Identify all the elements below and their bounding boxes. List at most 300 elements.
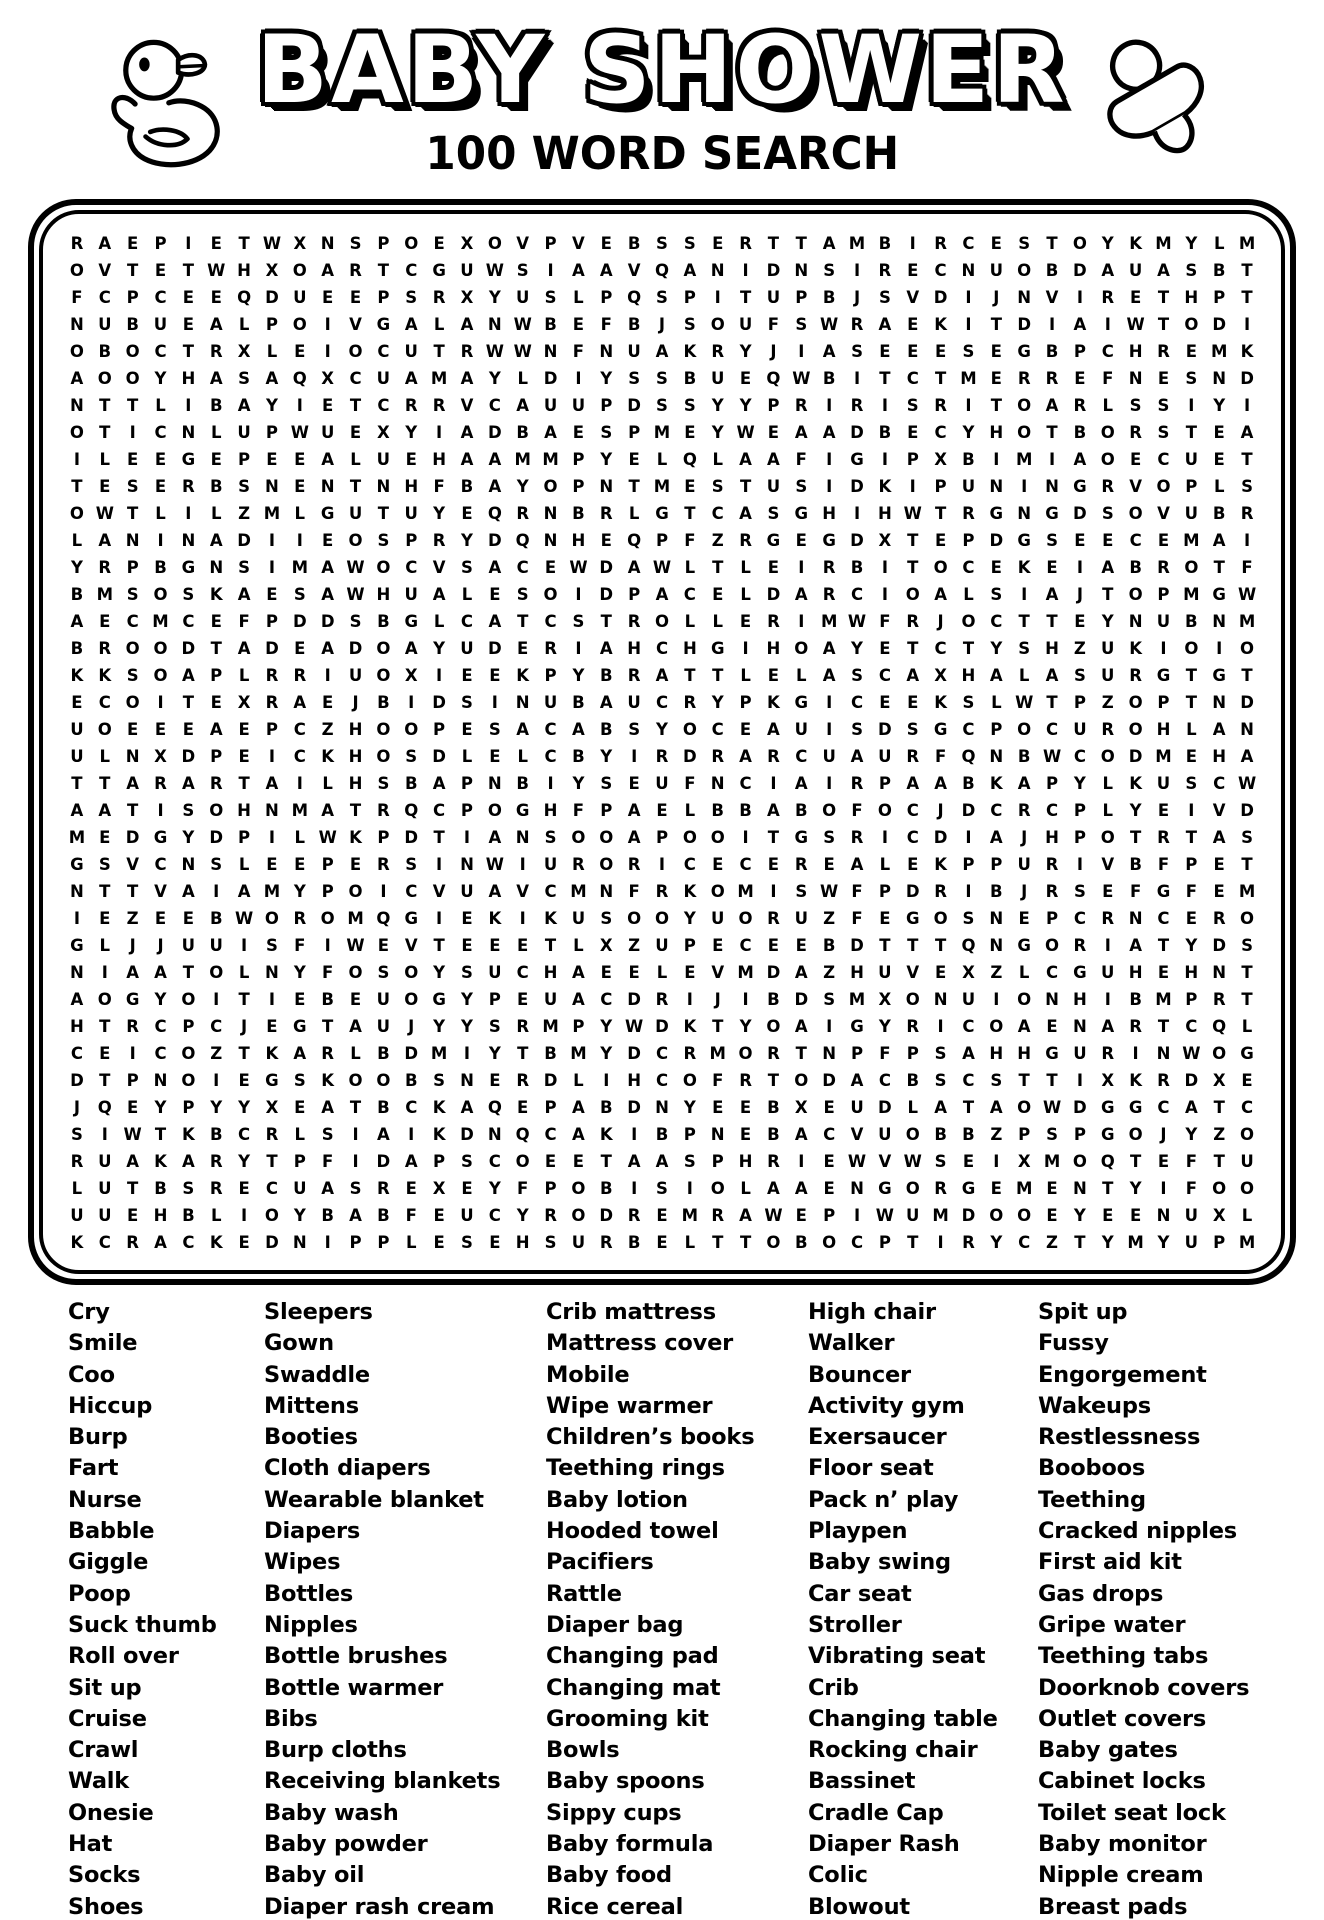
grid-letter: A <box>1157 261 1170 280</box>
grid-letter: O <box>1128 585 1143 604</box>
grid-letter: Q <box>292 369 307 388</box>
grid-letter: E <box>600 531 612 550</box>
grid-letter: B <box>572 693 585 712</box>
grid-letter: E <box>990 234 1002 253</box>
grid-letter: P <box>488 990 501 1009</box>
grid-row <box>63 878 1261 905</box>
grid-letter: M <box>263 504 281 523</box>
grid-letter: C <box>962 558 975 577</box>
grid-letter: I <box>742 639 749 658</box>
grid-letter: Q <box>487 1098 502 1117</box>
grid-letter: P <box>1073 342 1086 361</box>
grid-letter: T <box>907 531 919 550</box>
grid-letter: L <box>71 531 83 550</box>
grid-letter: U <box>1156 612 1171 631</box>
grid-letter: D <box>543 369 558 388</box>
grid-letter: N <box>1017 504 1032 523</box>
grid-letter: U <box>376 1017 391 1036</box>
grid-letter: E <box>127 1098 139 1117</box>
grid-letter: G <box>1017 936 1031 955</box>
grid-letter: K <box>878 477 892 496</box>
grid-letter: S <box>405 288 418 307</box>
grid-letter: T <box>1018 612 1030 631</box>
grid-letter: O <box>404 990 419 1009</box>
grid-letter: D <box>627 396 641 415</box>
word-item: Rice cereal <box>546 1893 684 1920</box>
grid-letter: A <box>98 234 112 253</box>
grid-letter: X <box>1017 1152 1031 1171</box>
grid-letter: E <box>907 423 919 442</box>
grid-letter: O <box>376 639 391 658</box>
grid-letter: D <box>822 1071 836 1090</box>
grid-letter: P <box>990 855 1003 874</box>
grid-letter: F <box>322 1152 334 1171</box>
grid-letter: R <box>1045 882 1059 901</box>
grid-letter: I <box>770 774 777 793</box>
grid-letter: P <box>683 936 696 955</box>
word-item: Bottle warmer <box>264 1674 444 1701</box>
word-item: Swaddle <box>264 1361 370 1388</box>
grid-letter: S <box>70 1125 83 1144</box>
grid-letter: M <box>709 1044 726 1063</box>
grid-letter: T <box>739 288 752 307</box>
grid-letter: P <box>126 288 139 307</box>
grid-letter: J <box>993 288 1000 307</box>
grid-letter: J <box>937 801 944 820</box>
grid-letter: O <box>1017 720 1032 739</box>
grid-letter: I <box>324 342 331 361</box>
grid-letter: D <box>1240 369 1254 388</box>
grid-letter: T <box>1046 234 1058 253</box>
grid-letter: C <box>544 720 557 739</box>
grid-letter: R <box>599 504 613 523</box>
grid-letter: W <box>234 909 254 928</box>
grid-letter: H <box>989 1044 1004 1063</box>
grid-letter: R <box>1129 666 1142 685</box>
grid-letter: D <box>487 423 502 442</box>
grid-letter: L <box>573 1071 584 1090</box>
word-item: Sippy cups <box>546 1799 682 1826</box>
grid-letter: D <box>627 1044 641 1063</box>
grid-letter: E <box>349 990 362 1009</box>
grid-letter: Y <box>1101 1233 1114 1252</box>
grid-letter: D <box>794 990 809 1009</box>
grid-letter: R <box>432 288 446 307</box>
grid-letter: O <box>1017 396 1032 415</box>
grid-letter: Q <box>515 531 530 550</box>
grid-letter: C <box>906 801 919 820</box>
grid-letter: S <box>349 612 362 631</box>
grid-letter: I <box>853 261 861 280</box>
grid-letter: E <box>1241 1071 1253 1090</box>
grid-letter: E <box>907 855 919 874</box>
grid-letter: B <box>377 1206 390 1225</box>
grid-letter: E <box>517 990 529 1009</box>
word-item: Cry <box>68 1299 110 1325</box>
word-search-border <box>28 199 1296 1285</box>
grid-letter: I <box>1160 1179 1167 1198</box>
grid-letter: O <box>1128 504 1143 523</box>
grid-letter: S <box>823 990 836 1009</box>
grid-letter: S <box>851 666 863 685</box>
grid-letter: E <box>127 720 139 739</box>
grid-letter: P <box>962 531 975 550</box>
grid-letter: G <box>70 855 84 874</box>
grid-letter: M <box>263 882 281 901</box>
grid-letter: E <box>1018 909 1030 928</box>
grid-letter: S <box>600 774 613 793</box>
grid-letter: T <box>238 234 250 253</box>
grid-letter: A <box>739 747 752 766</box>
grid-letter: U <box>153 315 168 334</box>
grid-letter: S <box>1129 396 1142 415</box>
grid-letter: M <box>1238 1233 1256 1252</box>
grid-letter: D <box>487 639 502 658</box>
grid-letter: P <box>1073 801 1086 820</box>
word-item: Crawl <box>68 1737 139 1764</box>
grid-letter: E <box>99 909 111 928</box>
grid-letter: T <box>879 936 891 955</box>
grid-letter: B <box>321 990 334 1009</box>
grid-letter: U <box>1017 855 1031 874</box>
grid-letter: Y <box>70 558 83 577</box>
grid-letter: P <box>433 720 446 739</box>
word-item: Changing pad <box>546 1643 719 1670</box>
grid-letter: I <box>1104 315 1111 334</box>
grid-letter: G <box>961 1179 976 1198</box>
grid-letter: B <box>70 585 84 604</box>
grid-letter: I <box>742 261 749 280</box>
grid-letter: E <box>1129 288 1142 307</box>
grid-letter: A <box>516 396 530 415</box>
grid-letter: N <box>599 342 614 361</box>
grid-letter: Z <box>823 963 836 982</box>
grid-letter: T <box>377 504 390 523</box>
word-item: Cradle Cap <box>808 1799 944 1826</box>
grid-letter: A <box>878 315 892 334</box>
grid-letter: V <box>906 963 920 982</box>
grid-letter: L <box>517 369 528 388</box>
grid-letter: L <box>1102 774 1114 793</box>
grid-letter: T <box>1241 261 1253 280</box>
grid-letter: E <box>294 342 306 361</box>
grid-letter: I <box>1104 990 1111 1009</box>
grid-letter: C <box>990 801 1003 820</box>
grid-letter: A <box>460 423 474 442</box>
grid-letter: O <box>738 909 753 928</box>
grid-letter: R <box>850 396 864 415</box>
grid-letter: S <box>878 288 891 307</box>
grid-letter: T <box>433 828 445 847</box>
grid-letter: T <box>99 774 111 793</box>
grid-letter: D <box>348 639 363 658</box>
grid-letter: A <box>126 774 140 793</box>
grid-letter: E <box>712 855 724 874</box>
grid-letter: R <box>767 747 780 766</box>
grid-row <box>63 1175 1261 1202</box>
grid-letter: R <box>1045 369 1059 388</box>
grid-letter: Y <box>878 1017 891 1036</box>
grid-letter: E <box>322 396 334 415</box>
word-item: Smile <box>68 1330 138 1357</box>
grid-letter: Y <box>460 1017 473 1036</box>
grid-letter: S <box>405 855 418 874</box>
grid-letter: O <box>682 720 697 739</box>
grid-letter: Y <box>488 1179 501 1198</box>
grid-row <box>63 230 1261 257</box>
grid-letter: Y <box>851 639 863 658</box>
word-item: Bowls <box>546 1737 620 1764</box>
page-title: BABY SHOWER <box>256 16 1068 125</box>
grid-letter: R <box>627 855 641 874</box>
grid-letter: P <box>126 558 139 577</box>
grid-letter: P <box>238 450 251 469</box>
grid-letter: E <box>1185 909 1197 928</box>
grid-letter: E <box>182 315 194 334</box>
grid-letter: C <box>433 801 446 820</box>
grid-letter: M <box>570 1044 587 1063</box>
grid-letter: Y <box>488 288 501 307</box>
grid-letter: X <box>934 666 947 685</box>
grid-letter: A <box>1212 531 1226 550</box>
grid-letter: I <box>1104 936 1111 955</box>
grid-letter: L <box>210 423 222 442</box>
grid-letter: E <box>238 1071 250 1090</box>
grid-letter: O <box>376 558 391 577</box>
grid-letter: G <box>822 531 836 550</box>
grid-letter: I <box>686 1179 693 1198</box>
grid-letter: Y <box>265 396 278 415</box>
word-item: Fussy <box>1038 1330 1109 1357</box>
grid-letter: N <box>265 963 279 982</box>
grid-letter: N <box>70 882 84 901</box>
grid-letter: A <box>1073 450 1087 469</box>
grid-letter: M <box>96 585 113 604</box>
grid-letter: E <box>1102 882 1114 901</box>
grid-letter: T <box>99 882 111 901</box>
grid-letter: C <box>488 1206 501 1225</box>
grid-letter: A <box>488 882 502 901</box>
grid-letter: I <box>993 990 1000 1009</box>
grid-letter: M <box>1210 342 1228 361</box>
grid-letter: C <box>850 693 864 712</box>
grid-letter: A <box>1073 315 1087 334</box>
grid-row <box>63 662 1261 689</box>
grid-letter: R <box>572 855 585 874</box>
word-item: Blowout <box>808 1893 910 1920</box>
grid-letter: R <box>850 774 864 793</box>
grid-letter: Y <box>293 963 306 982</box>
word-item: Rocking chair <box>808 1737 978 1764</box>
grid-letter: V <box>1101 855 1115 874</box>
grid-letter: D <box>432 747 446 766</box>
word-item: Burp cloths <box>264 1737 407 1764</box>
grid-letter: I <box>575 585 582 604</box>
grid-letter: O <box>264 909 279 928</box>
grid-letter: E <box>182 909 194 928</box>
grid-letter: E <box>433 1206 445 1225</box>
grid-row <box>63 1121 1261 1148</box>
grid-letter: R <box>934 396 947 415</box>
grid-letter: K <box>98 666 112 685</box>
grid-letter: O <box>125 342 140 361</box>
grid-letter: T <box>127 396 139 415</box>
grid-letter: U <box>627 693 641 712</box>
grid-letter: B <box>404 774 418 793</box>
grid-letter: H <box>153 1206 168 1225</box>
grid-letter: O <box>822 801 837 820</box>
grid-letter: A <box>934 1098 947 1117</box>
grid-letter: L <box>907 1098 918 1117</box>
grid-letter: S <box>1185 774 1198 793</box>
grid-letter: W <box>903 504 922 523</box>
grid-letter: C <box>1213 774 1226 793</box>
grid-letter: T <box>1241 288 1253 307</box>
grid-letter: Y <box>600 369 613 388</box>
grid-letter: S <box>516 585 529 604</box>
grid-letter: A <box>794 1125 808 1144</box>
grid-letter: B <box>516 774 529 793</box>
grid-letter: T <box>712 1017 724 1036</box>
grid-row <box>63 581 1261 608</box>
grid-letter: A <box>794 963 808 982</box>
grid-letter: M <box>1127 1233 1144 1252</box>
grid-letter: I <box>798 558 805 577</box>
grid-letter: P <box>377 828 390 847</box>
grid-letter: E <box>322 693 334 712</box>
grid-letter: S <box>823 261 836 280</box>
grid-letter: E <box>767 936 780 955</box>
grid-letter: G <box>125 990 140 1009</box>
grid-letter: A <box>794 423 808 442</box>
grid-letter: K <box>989 774 1003 793</box>
grid-letter: A <box>822 234 836 253</box>
grid-letter: A <box>1017 774 1031 793</box>
grid-row <box>63 1229 1261 1256</box>
grid-letter: E <box>461 1179 473 1198</box>
word-item: Hat <box>68 1831 113 1858</box>
grid-letter: A <box>404 315 418 334</box>
grid-letter: P <box>154 234 167 253</box>
grid-letter: O <box>125 639 140 658</box>
grid-letter: E <box>99 1044 111 1063</box>
grid-letter: E <box>238 1233 250 1252</box>
grid-letter: N <box>181 423 196 442</box>
grid-letter: S <box>461 693 473 712</box>
grid-letter: U <box>293 1179 307 1198</box>
grid-letter: N <box>1156 1206 1171 1225</box>
grid-letter: T <box>377 261 390 280</box>
grid-letter: A <box>70 801 84 820</box>
grid-letter: E <box>712 585 724 604</box>
grid-letter: I <box>213 1071 220 1090</box>
grid-letter: B <box>962 450 975 469</box>
grid-letter: O <box>264 1206 279 1225</box>
grid-letter: O <box>543 477 558 496</box>
grid-letter: G <box>850 1017 864 1036</box>
grid-letter: M <box>848 234 866 253</box>
grid-letter: A <box>98 531 112 550</box>
grid-letter: M <box>932 1206 949 1225</box>
grid-letter: H <box>682 639 697 658</box>
grid-letter: R <box>377 1179 390 1198</box>
word-item: Walk <box>68 1768 130 1795</box>
grid-letter: O <box>69 261 84 280</box>
grid-letter: D <box>961 801 976 820</box>
grid-letter: R <box>1129 423 1142 442</box>
grid-letter: B <box>1185 612 1198 631</box>
grid-letter: O <box>682 828 697 847</box>
grid-letter: G <box>265 1071 279 1090</box>
grid-letter: T <box>1157 288 1170 307</box>
grid-letter: R <box>154 774 167 793</box>
grid-letter: O <box>181 990 196 1009</box>
grid-letter: N <box>989 936 1004 955</box>
grid-letter: U <box>878 747 892 766</box>
grid-letter: T <box>517 612 529 631</box>
grid-letter: O <box>181 1044 196 1063</box>
grid-letter: E <box>739 369 752 388</box>
grid-letter: W <box>764 1206 783 1225</box>
grid-letter: A <box>349 1017 362 1036</box>
word-item: Cruise <box>68 1705 147 1732</box>
grid-letter: Z <box>1073 639 1086 658</box>
grid-letter: I <box>575 369 582 388</box>
grid-letter: V <box>1212 801 1226 820</box>
grid-letter: A <box>572 990 585 1009</box>
grid-letter: G <box>905 909 920 928</box>
grid-letter: M <box>653 423 671 442</box>
grid-letter: R <box>711 747 725 766</box>
grid-letter: I <box>742 990 749 1009</box>
grid-letter: Z <box>1046 1233 1059 1252</box>
grid-letter: N <box>794 261 809 280</box>
grid-letter: H <box>181 369 196 388</box>
grid-letter: S <box>377 774 390 793</box>
grid-letter: T <box>907 1233 919 1252</box>
grid-letter: U <box>293 288 307 307</box>
grid-letter: O <box>376 666 391 685</box>
grid-letter: B <box>154 558 167 577</box>
grid-letter: U <box>1184 1233 1199 1252</box>
grid-letter: A <box>488 612 502 631</box>
grid-letter: B <box>878 234 892 253</box>
grid-letter: E <box>1157 1152 1170 1171</box>
grid-letter: O <box>348 342 363 361</box>
grid-letter: A <box>1017 1017 1031 1036</box>
word-item: Diapers <box>264 1518 361 1545</box>
grid-letter: H <box>1212 747 1227 766</box>
grid-letter: B <box>377 693 390 712</box>
grid-letter: I <box>101 963 108 982</box>
grid-letter: G <box>432 990 446 1009</box>
grid-letter: Q <box>237 288 252 307</box>
grid-letter: R <box>516 1017 530 1036</box>
grid-letter: O <box>487 801 502 820</box>
grid-letter: D <box>850 423 864 442</box>
grid-letter: H <box>543 801 558 820</box>
grid-letter: O <box>710 1179 725 1198</box>
grid-letter: I <box>937 1233 944 1252</box>
grid-letter: B <box>627 1233 641 1252</box>
grid-letter: I <box>798 342 805 361</box>
grid-letter: Y <box>1185 1125 1198 1144</box>
grid-letter: U <box>209 936 223 955</box>
grid-letter: P <box>182 1017 195 1036</box>
grid-letter: L <box>1241 1017 1253 1036</box>
grid-letter: U <box>571 909 586 928</box>
grid-letter: E <box>489 1071 501 1090</box>
